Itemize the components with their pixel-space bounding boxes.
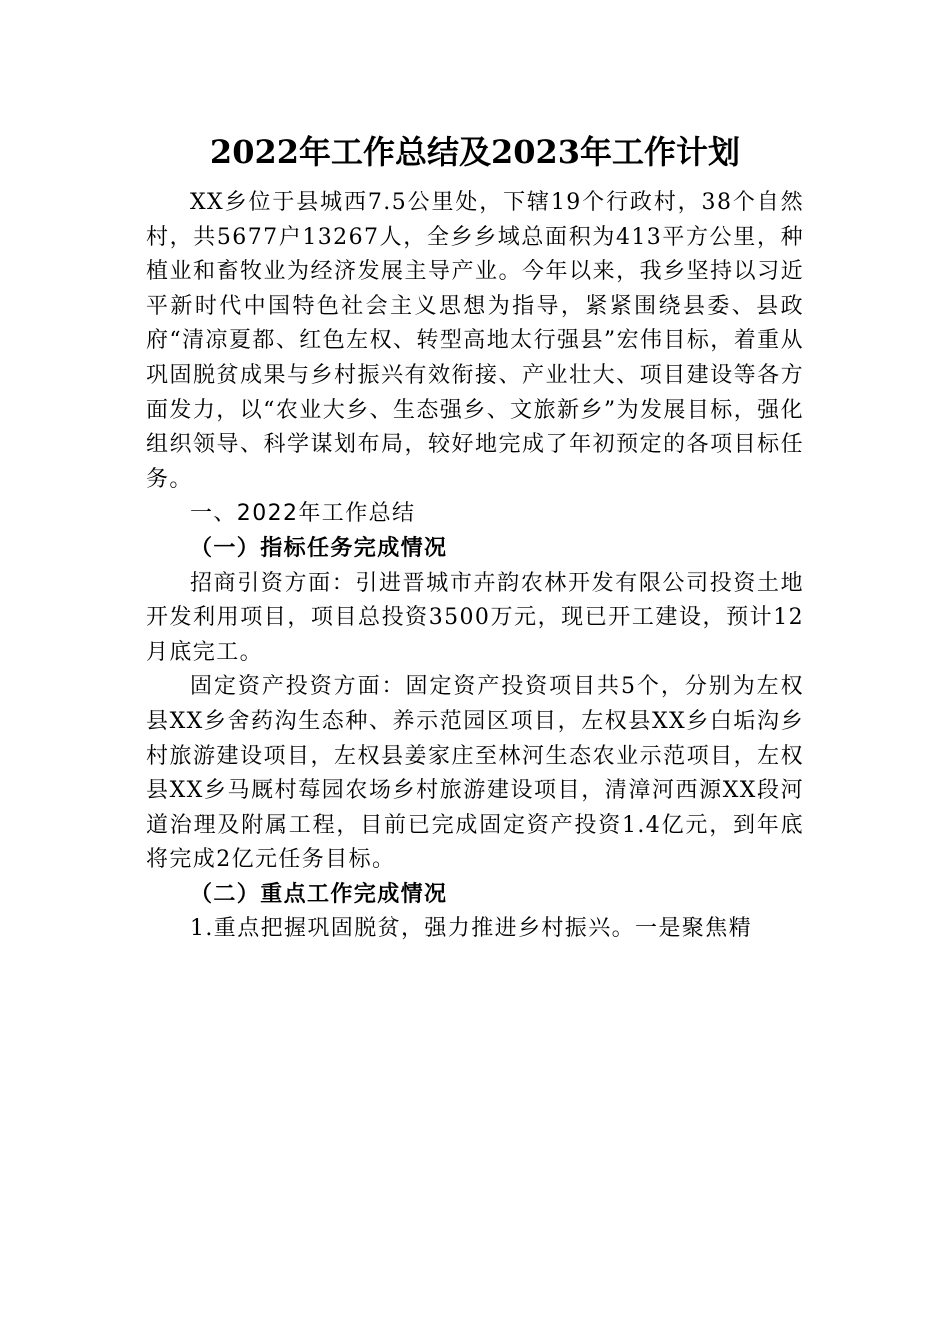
- intro-paragraph: XX乡位于县城西7.5公里处，下辖19个行政村，38个自然村，共5677户13267人，全乡乡域总面积为413平方公里，种植业和畜牧业为经济发展主导产业。今年以来，我乡坚持以习近平新时代中国特色社会主义思想为指导，紧紧围绕县委、县政府“清凉夏都、红色左权、转型高地太行强县”宏伟目标，着重从巩固脱贫成果与乡村振兴有效衔接、产业壮大、项目建设等各方面发力，以“农业大乡、生态强乡、文旅新乡”为发展目标，强化组织领导、科学谋划布局，较好地完成了年初预定的各项目标任务。: [146, 190, 804, 492]
- section-heading-2022-summary: 一、2022年工作总结: [190, 501, 416, 527]
- document-body: [146, 186, 804, 947]
- fixed-assets-paragraph: 固定资产投资方面：固定资产投资项目共5个，分别为左权县XX乡舍药沟生态种、养示范园区项目，左权县XX乡白垢沟乡村旅游建设项目，左权县姜家庄至林河生态农业示范项目，左权县XX乡马厩村莓园农场乡村旅游建设项目，清漳河西源XX段河道治理及附属工程，目前已完成固定资产投资1.4亿元，到年底将完成2亿元任务目标。: [146, 674, 804, 873]
- subsection-heading-key-work: （二）重点工作完成情况: [190, 881, 448, 907]
- document-title: 2022年工作总结及2023年工作计划: [209, 133, 741, 171]
- investment-paragraph: 招商引资方面：引进晋城市卉韵农林开发有限公司投资土地开发利用项目，项目总投资3500万元，现已开工建设，预计12月底完工。: [146, 570, 804, 665]
- subsection-heading-indicator-tasks: （一）指标任务完成情况: [190, 535, 448, 561]
- key-work-paragraph: 1.重点把握巩固脱贫，强力推进乡村振兴。一是聚焦精: [190, 916, 752, 942]
